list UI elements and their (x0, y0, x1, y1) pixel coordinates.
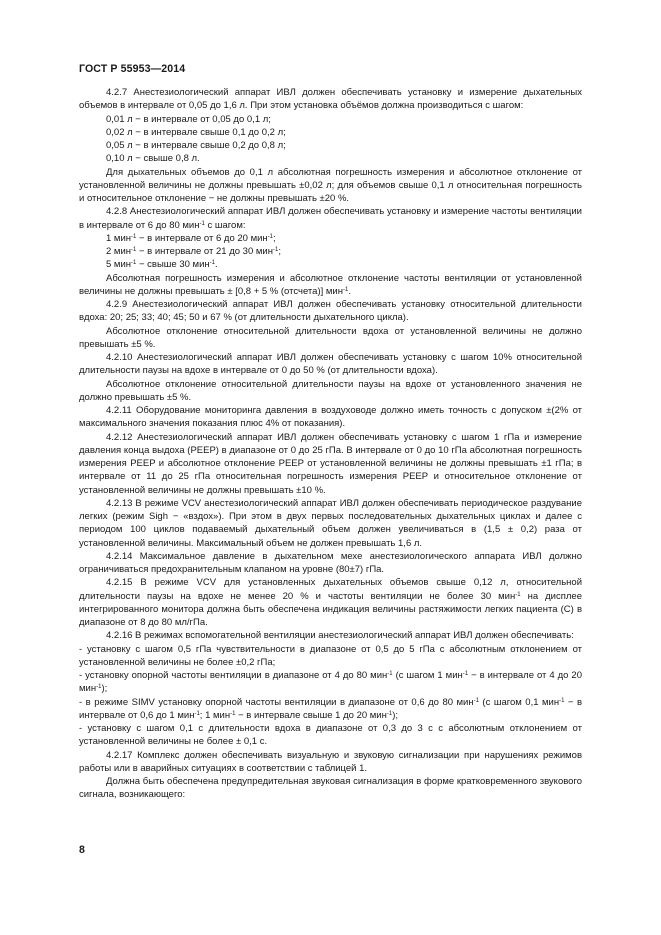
paragraph-4-2-14: 4.2.14 Максимальное давление в дыхательном мехе анестезиологического аппарата ИВЛ должно ограничиваться предохранительным клапаном на уровне (80±7) гПа. (79, 550, 582, 575)
document-body (79, 86, 582, 802)
dash-item: - установку с шагом 0,5 гПа чувствительности в диапазоне от 0,5 до 5 гПа с абсолютным отклонением от установленной величины не более ±0,2 гПа; (79, 643, 582, 668)
paragraph-4-2-10-deviation: Абсолютное отклонение относительной длительности паузы на вдохе от установленного значения не должно превышать ±5 %. (79, 378, 582, 403)
paragraph-4-2-10: 4.2.10 Анестезиологический аппарат ИВЛ должен обеспечивать установку с шагом 10% относительной длительности паузы на вдохе в интервале от 0 до 50 % (от длительности вдоха). (79, 352, 582, 377)
paragraph-4-2-8-accuracy: Абсолютная погрешность измерения и абсолютное отклонение частоты вентиляции от установленной величины не должны превышать ± [0,8 + 5 % (отсчета)] мин$^{-1}$. (79, 272, 582, 297)
paragraph-4-2-16: 4.2.16 В режимах вспомогательной вентиляции анестезиологический аппарат ИВЛ должен обеспечивать: (106, 630, 574, 642)
paragraph-4-2-7: 4.2.7 Анестезиологический аппарат ИВЛ должен обеспечивать установку и измерение дыхательных объемов в интервале от 0,05 до 1,6 л. При этом установка объёмов должна производиться с шагом: (79, 87, 582, 112)
paragraph-4-2-13: 4.2.13 В режиме VCV анестезиологический аппарат ИВЛ должен обеспечивать периодическое раздувание легких (режим Sigh − «вздох»). При этом в двух первых последовательных дыхательных циклах и далее с периодом 100 циклов подаваемый дыхательный объем должен увеличиваться в (1,5 ± 0,2) раза от установленной величины. Максимальный объем не должен превышать 1,6 л. (79, 497, 582, 549)
list-item: 2 мин$^{-1}$ − в интервале от 21 до 30 мин$^{-1}$; (106, 246, 281, 257)
list-item: 0,05 л − в интервале свыше 0,2 до 0,8 л; (106, 140, 286, 151)
dash-item: - в режиме SIMV установку опорной частоты вентиляции в диапазоне от 0,6 до 80 мин$^{-1}$ (с шагом 0,1 мин$^{-1}$ − в интервале от 0,6 до 1 мин$^{-1}$; 1 мин$^{-1}$ − в интервале свыше 1 до 20 мин$^{-1}$); (79, 696, 582, 721)
paragraph-4-2-12: 4.2.12 Анестезиологический аппарат ИВЛ должен обеспечивать установку с шагом 1 гПа и измерение давления конца выдоха (PEEP) в диапазоне от 0 до 25 гПа. В интервале от 0 до 10 гПа абсолютная погрешность измерения PEEP и абсолютное отклонение PEEP от установленной величины не должны превышать ±1 гПа; в интервале от 11 до 25 гПа относительная погрешность измерения PEEP и относительное отклонение от установленной величины не должны превышать ±10 %. (79, 431, 582, 496)
paragraph-alarm: Должна быть обеспечена предупредительная звуковая сигнализация в форме кратковременного звукового сигнала, возникающего: (79, 776, 582, 801)
dash-item: - установку опорной частоты вентиляции в диапазоне от 4 до 80 мин$^{-1}$ (с шагом 1 мин$^{-1}$ − в интервале от 4 до 20 мин$^{-1}$); (79, 670, 582, 695)
list-item: 0,02 л − в интервале свыше 0,1 до 0,2 л; (106, 126, 286, 138)
paragraph-4-2-7-accuracy: Для дыхательных объемов до 0,1 л абсолютная погрешность измерения и абсолютное отклонение от установленной величины не должны превышать ±0,02 л; для объемов свыше 0,1 л относительная погрешность и относительное отклонение − не должны превышать ±20 %. (79, 166, 582, 204)
paragraph-4-2-8: 4.2.8 Анестезиологический аппарат ИВЛ должен обеспечивать установку и измерение частоты вентиляции в интервале от 6 до 80 мин$^{-1}$ с шагом: (79, 206, 582, 231)
paragraph-4-2-17: 4.2.17 Комплекс должен обеспечивать визуальную и звуковую сигнализации при нарушениях режимов работы или в аварийных ситуациях в соответствии с таблицей 1. (79, 749, 582, 774)
document-header: ГОСТ Р 55953—2014 (79, 63, 186, 75)
list-item: 0,01 л − в интервале от 0,05 до 0,1 л; (106, 113, 271, 125)
dash-item: - установку с шагом 0,1 с длительности вдоха в диапазоне от 0,3 до 3 с с абсолютным отклонением от установленной величины не более ± 0,1 с. (79, 723, 582, 748)
page-number: 8 (79, 844, 85, 856)
list-item: 0,10 л − свыше 0,8 л. (106, 153, 200, 165)
list-item: 1 мин$^{-1}$ − в интервале от 6 до 20 мин$^{-1}$; (106, 232, 276, 244)
paragraph-4-2-11: 4.2.11 Оборудование мониторинга давления в воздуховоде должно иметь точность с допуском ±(2% от максимального значения показания плюс 4% от показания). (79, 405, 582, 430)
paragraph-4-2-9: 4.2.9 Анестезиологический аппарат ИВЛ должен обеспечивать установку относительной длительности вдоха: 20; 25; 33; 40; 45; 50 и 67 % (от длительности дыхательного цикла). (79, 299, 582, 324)
paragraph-4-2-15: 4.2.15 В режиме VCV для установленных дыхательных объемов свыше 0,12 л, относительной длительности паузы на вдохе не менее 20 % и частоты вентиляции не более 30 мин$^{-1}$ на дисплее интегрированного монитора должна быть обеспечена индикация величины растяжимости легких пациента (С) в диапазоне от 8 до 80 мл/гПа. (79, 577, 582, 628)
list-item: 5 мин$^{-1}$ − свыше 30 мин$^{-1}$. (106, 259, 218, 271)
paragraph-4-2-9-deviation: Абсолютное отклонение относительной длительности вдоха от установленной величины не должно превышать ±5 %. (79, 325, 582, 350)
